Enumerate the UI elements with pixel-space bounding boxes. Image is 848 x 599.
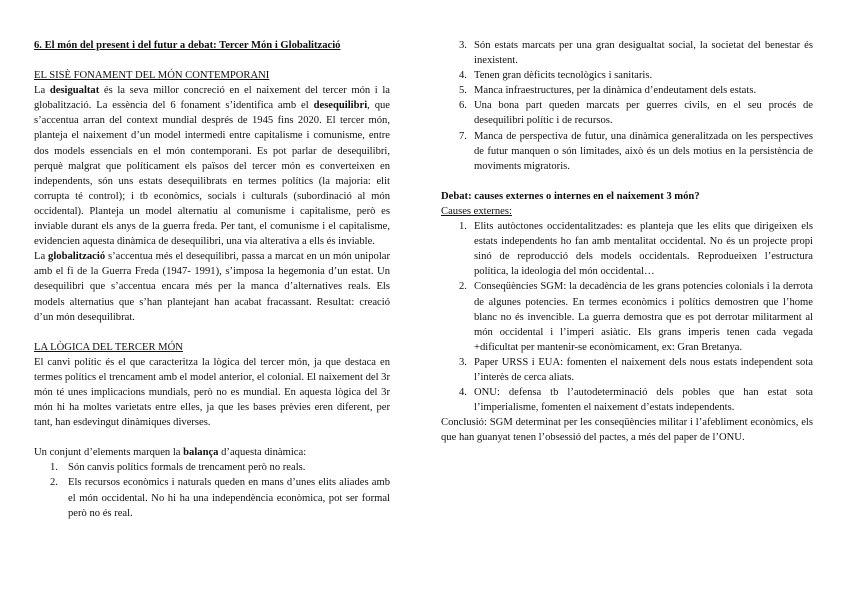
conclusion: Conclusió: SGM determinat per les conseqüències militar i l’afebliment econòmics, els que han guanyat tenen l’obsessió del pactes, a més del paper de l’ONU.	[441, 417, 813, 444]
causes-label: Causes externes:	[441, 205, 512, 217]
right-column	[441, 38, 813, 445]
list-item: 3. Són estats marcats per una gran desigualtat social, la societat del benestar és inexistent.	[459, 40, 813, 67]
list-item: 5. Manca infraestructures, per la dinàmica d’endeutament dels estats.	[459, 85, 757, 97]
list-item: 1. Elits autòctones occidentalitzades: es planteja que les elits que dirigeixen els estats independents ho fan amb mentalitat occidental. No és un projecte propi sinó de reproducció dels models occidentals. Reprodueixen l’estructura política, la ideologia del món occidental…	[459, 221, 813, 278]
paragraph-globalitzacio: La globalització s’accentua més el desequilibri, passa a marcat en un món unipolar amb el fi de la Guerra Freda (1947- 1991), s’imposa la hegemonia d’un estat. Un desequilibri que s’accentua encara més per la manca d’alternatives reals. Els models alternatius que s’han plantejant han acabat fracassant. Resultat: creació d’un món desequilibrat.	[34, 251, 390, 323]
list-item: 3. Paper URSS i EUA: fomenten el naixement dels nous estats independent sota l’interès de cerca aliats.	[459, 356, 813, 383]
list-item: 1. Són canvis polítics formals de trencament però no reals.	[50, 462, 306, 474]
paragraph-desigualtat: La desigualtat és la seva millor concreció en el naixement del tercer món i la globalització. La essència del 6 fonament s’identifica amb el desequilibri, que s’accentua arran del context mundial després de 1945 fins 2020. El tercer món, planteja el naixement d’un model intermedi entre capitalisme i comunisme, entre dos models essencials en el món contemporani. Es pot parlar de desequilibri, perquè malgrat que políticament els països del tercer món es converteixen en independents, són uns estats desequilibrats en termes polítics (la majoria: elit corrupta té control); i tb econòmics, socials i culturals (subordinació al món occidental). Planteja un model alternatiu al comunisme i capitalisme, però es inviable durant els anys de la guerra freda. Per tant, el comunisme i el capitalisme, evidencien aquesta dinàmica de desequilibri, una via alterativa a ells és inviable.	[34, 85, 391, 248]
balanca-list	[34, 460, 390, 520]
causes-list	[441, 219, 813, 415]
paragraph-logica: El canvi polític és el que caracteritza la lògica del tercer món, ja que destaca en termes polítics el trencament amb el model anterior, el colonial. El naixement del 3r món té unes implicacions mundials, però no es mundial. En aquesta lògica del 3r món hi ha moltes varietats entre elles, ja que les bases prèvies eren diferent, per tant, han esdevingut dinàmiques diverses.	[34, 356, 390, 429]
list-item: 2. Conseqüències SGM: la decadència de les grans potencies colonials i la derrota de algunes potencies. En termes econòmics i polítics demostren que l’home blanc no és invencible. La guerra demostra que es pot derrotar militarment al món occidental i l’imperi asiàtic. Els grans imperis tenen cada vegada +dificultat per mantenir-se econòmicament, ex: Gran Bretanya.	[459, 281, 813, 353]
balanca-list-continued	[441, 38, 813, 174]
list-item: 6. Una bona part queden marcats per guerres civils, en el seu procés de desequilibri polític i de recursos.	[459, 100, 813, 127]
list-item: 2. Els recursos econòmics i naturals queden en mans d’unes elits aliades amb el món occidental. No hi ha una independència econòmica, pot ser formal però no és real.	[50, 477, 390, 519]
page-title: 6. El món del present i del futur a debat: Tercer Món i Globalització	[34, 40, 341, 51]
debate-title: Debat: causes externes o internes en el naixement 3 món?	[441, 190, 700, 202]
paragraph-balanca: Un conjunt d’elements marquen la balança d’aquesta dinàmica:	[34, 447, 307, 459]
list-item: 4. ONU: defensa tb l’autodeterminació dels pobles que han estat sota l’imperialisme, fomenten el naixement d’estats independents.	[459, 387, 813, 414]
section-heading-fonament: EL SISÈ FONAMENT DEL MÓN CONTEMPORANI	[34, 70, 270, 82]
list-item: 7. Manca de perspectiva de futur, una dinàmica generalitzada on les perspectives de futur manquen o són limitades, això és un dels motius en la persistència de moviments migratoris.	[459, 130, 813, 172]
list-item: 4. Tenen gran dèficits tecnològics i sanitaris.	[459, 70, 653, 82]
left-column	[34, 38, 390, 521]
section-heading-logica: LA LÒGICA DEL TERCER MÓN	[34, 341, 183, 353]
